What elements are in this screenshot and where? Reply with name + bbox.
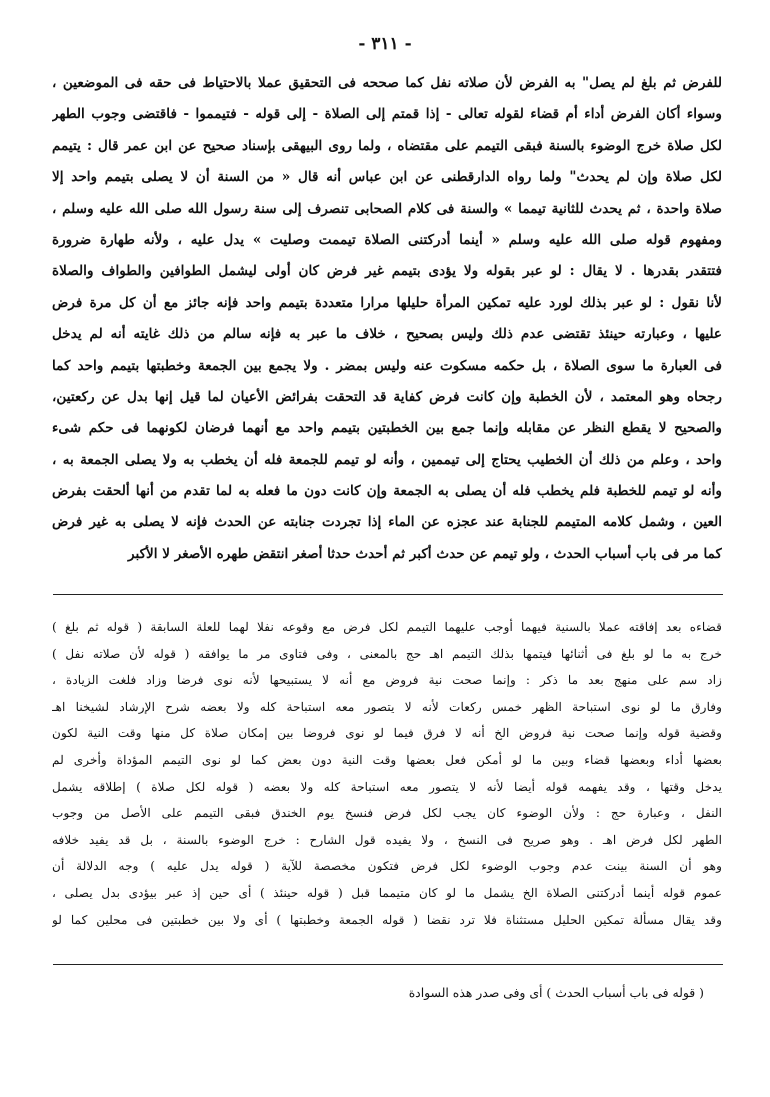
commentary-line: زاد سم على منهج بعد ما ذكر : وإنما صحت نية فروض مع أنه لا يستبيحها لأنه نوى فرضا وزاد فلغت الزيادة ، (52, 673, 722, 688)
main-text-line: لكل صلاة وإن لم يحدث" ولما رواه الدارقطنى عن ابن عباس أنه قال « من السنة أن لا يصلى بتيمم واحد إلا (52, 169, 722, 186)
commentary-line: يدخل وقتها ، وقد يفهمه قوله أيضا لأنه لا يتصور معه استباحة كله ولا بعضه ( قوله لكل صلاة ) إطلاقه يشمل (52, 779, 722, 794)
main-text (52, 68, 722, 570)
main-text-line: وأنه لو تيمم للخطبة فلم يخطب فله أن يصلى به الجمعة وإن كانت دون ما فعله به لما تقدم من أنها ألحقت بفرض (52, 483, 722, 500)
main-text-line: رجحاه وهو المعتمد ، لأن الخطبة وإن كانت فرض كفاية قد التحقت بفرائض الأعيان لما قيل إنها بدل عن ركعتين، (52, 388, 722, 405)
main-text-line: والصحيح لا يقطع النظر عن مقابله وإنما جمع بين الخطبتين بتيمم واحد مع أنهما فرضان لكونهما فى حكم شىء (52, 420, 722, 437)
commentary-line: قضاءه بعد إفاقته عملا بالسنية فيهما أوجب عليهما التيمم لكل فرض مع وقوعه نفلا لهما للعلة السابقة ( قوله ثم بلغ ) (52, 620, 722, 634)
footnote: ( قوله فى باب أسباب الحدث ) أى وفى صدر هذه السوادة (408, 985, 704, 1000)
commentary-line: وقد يقال مسألة تمكين الحليل مستثناة فلا ترد نقضا ( قوله الجمعة وخطبتها ) أى ولا بين خطبتين فى محلين كما لو (52, 912, 722, 927)
main-text-line: لكل صلاة خرج الوضوء بالسنة فبقى التيمم على مقتضاه ، ولما روى البيهقى بإسناد صحيح عن ابن عمر قال : يتيمم (52, 137, 722, 154)
main-text-line: فى العبارة ما سوى الصلاة ، بل حكمه مسكوت عنه وليس بمضر . ولا يجمع بين الجمعة وخطبتها بتيمم واحد كما (52, 357, 722, 374)
commentary-line: وفارق ما لو نوى استباحة الظهر خمس ركعات لأنه لا يتصور معه استباحة كله ولا بعضه شرح الإرشاد لشيخنا اهـ (52, 699, 722, 714)
commentary-line: وهو أن السنة بينت عدم وجوب الوضوء لكل فرض فتكون مخصصة للآية ( قوله يدل عليه ) وجه الدلالة أن (52, 859, 722, 874)
main-text-line: فتتقدر بقدرها . لا يقال : لو عبر بقوله ولا يؤدى بتيمم غير فرض كان أولى ليشمل الطوافين والطواف والصلاة (52, 263, 722, 280)
main-text-line: للفرض ثم بلغ لم يصل" به الفرض لأن صلاته نفل كما صححه فى التحقيق عملا بالاحتياط فى حقه فى الموضعين ، (52, 75, 722, 91)
main-text-line: كما مر فى باب أسباب الحدث ، ولو تيمم عن حدث أكبر ثم أحدث حدثا أصغر انتقض طهره الأصغر لا الأكبر (127, 545, 722, 562)
commentary-line: بعضها أداء وبعضها قضاء وبين ما لو أمكن فعل بعضها وقت النية دون بعض كما لو نوى التيمم المؤداة وأخرى لم (52, 752, 722, 767)
commentary-line: الطهر لكل فرض اهـ . وهو صريح فى النسخ ، ولا يفيده قول الشارح : خرج الوضوء بالسنة ، بل قد يفيد خلافه (52, 832, 722, 847)
commentary-line: عموم قوله أينما أدركتنى الصلاة الخ يشمل ما لو كان متيمما قبل ( قوله حينئذ ) أى حين إذ عبر بيؤدى بدل يصلى ، (52, 885, 722, 900)
divider-rule (53, 594, 723, 595)
main-text-line: العين ، وشمل كلامه المتيمم للجنابة عند عجزه عن الماء إذا تجردت جنابته عن الحدث فإنه لا يصلى به غير فرض (52, 514, 722, 531)
main-text-line: وسواء أكان الفرض أداء أم قضاء لقوله تعالى - إذا قمتم إلى الصلاة - إلى قوله - فتيمموا - فاقتضى وجوب الطهر (52, 106, 722, 123)
main-text-line: واحد ، وعلم من ذلك أن الخطيب يحتاج إلى تيممين ، وأنه لو تيمم للجمعة فله أن يخطب به ولا يصلى الجمعة به ، (52, 451, 722, 468)
commentary-line: النفل ، وعبارة حج : ولأن الوضوء كان يجب لكل فرض فنسخ يوم الخندق فبقى التيمم على الأصل من وجوب (52, 806, 722, 821)
main-text-line: عليها ، وعبارته حينئذ تقتضى عدم ذلك وليس بصحيح ، خلاف ما عبر به فإنه سالم من ذلك غايته أنه لم يدخل (52, 326, 722, 343)
commentary-line: وقضية قوله وإنما صحت نية فروض الخ أنه لا فرق فيما لو نوى فروضا بين إمكان صلاة كل منها وقت النية لكون (52, 726, 722, 741)
footnote-divider-rule (53, 964, 723, 965)
commentary-text (52, 614, 722, 933)
main-text-line: صلاة واحدة ، ثم يحدث للثانية تيمما » والسنة فى كلام الصحابى تنصرف إلى سنة رسول الله صلى الله عليه وسلم ، (52, 200, 722, 217)
page-number: - ٣١١ - (358, 34, 412, 54)
commentary-line: خرج به ما لو بلغ فى أثنائها فيتمها بذلك التيمم اهـ حج بالمعنى ، وفى فتاوى مر ما يوافقه ( قوله لأن صلاته نفل ) (52, 646, 722, 661)
main-text-line: ومفهوم قوله صلى الله عليه وسلم « أينما أدركتنى الصلاة تيممت وصليت » يدل عليه ، ولأنه طهارة ضرورة (52, 231, 722, 248)
main-text-line: لأنا نقول : لو عبر بذلك لورد عليه تمكين المرأة حليلها مرارا متعددة بتيمم واحد فإنه جائز مع أن كل مرة فرض (52, 294, 722, 311)
